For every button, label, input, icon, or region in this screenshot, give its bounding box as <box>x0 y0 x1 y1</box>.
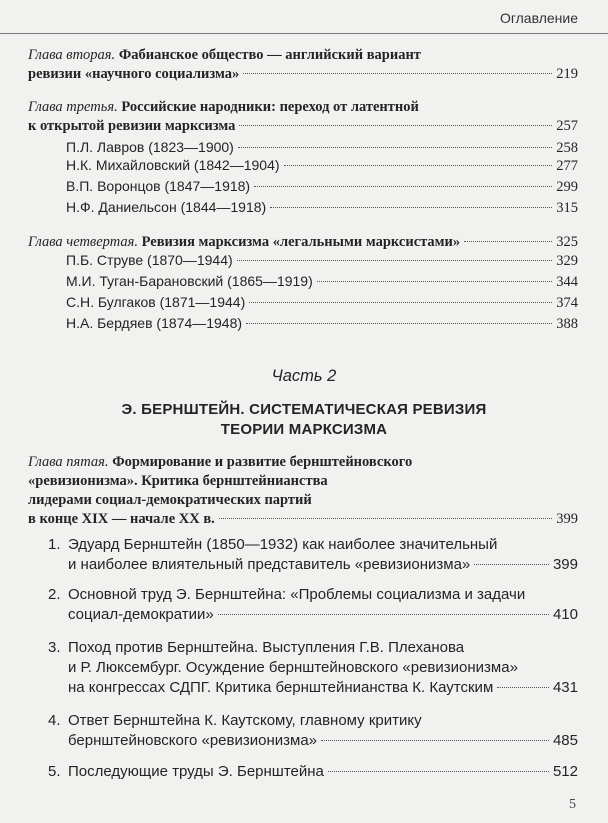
page-ref: 374 <box>556 295 578 311</box>
leader-dots <box>464 241 552 242</box>
chapter-title-line: «ревизионизма». Критика бернштейнианства <box>28 473 328 489</box>
page-number: 5 <box>569 797 576 812</box>
page-ref: 257 <box>556 118 578 134</box>
toc-chapter-5[interactable] <box>28 453 578 529</box>
page-ref: 299 <box>556 179 578 195</box>
leader-dots <box>219 518 552 519</box>
subentry-title: С.Н. Булгаков (1871—1944) <box>66 294 246 310</box>
page-ref: 325 <box>556 234 578 250</box>
toc-subentry[interactable] <box>66 293 578 313</box>
chapter-title-line: Фабианское общество — английский вариант <box>118 47 421 63</box>
page-ref: 512 <box>552 763 578 780</box>
toc-subentry[interactable] <box>66 198 578 218</box>
item-text-line: Эдуард Бернштейн (1850—1932) как наиболее значительный <box>68 536 498 553</box>
page-ref: 258 <box>556 140 578 156</box>
leader-dots <box>239 125 552 126</box>
item-number: 4. <box>48 712 61 729</box>
chapter-title-line: Ревизия марксизма «легальными марксистами» <box>141 234 461 250</box>
page-ref: 431 <box>552 679 578 696</box>
part-label: Часть 2 <box>271 367 337 385</box>
page-ref: 219 <box>556 66 578 82</box>
leader-dots <box>254 186 552 187</box>
subentry-title: Н.А. Бердяев (1874—1948) <box>66 315 243 331</box>
toc-numbered-item[interactable] <box>40 638 578 698</box>
page-ref: 344 <box>556 274 578 290</box>
item-text-line: Ответ Бернштейна К. Каутскому, главному критику <box>68 712 422 729</box>
page-ref: 315 <box>556 200 578 216</box>
page-ref: 277 <box>556 158 578 174</box>
toc-numbered-item[interactable] <box>40 711 578 751</box>
item-text-line: и Р. Люксембург. Осуждение бернштейновского «ревизионизма» <box>68 659 518 676</box>
item-text-line: Поход против Бернштейна. Выступления Г.В. Плеханова <box>68 639 465 656</box>
chapter-title-line: Российские народники: переход от латентной <box>121 99 419 115</box>
page-ref: 388 <box>556 316 578 332</box>
leader-dots <box>270 207 552 208</box>
leader-dots <box>321 740 549 741</box>
leader-dots <box>218 614 549 615</box>
subentry-title: П.Л. Лавров (1823—1900) <box>66 139 234 155</box>
chapter-label: Глава третья. <box>28 99 118 115</box>
chapter-title-line: Формирование и развитие бернштейновского <box>112 454 413 470</box>
item-text-line: Основной труд Э. Бернштейна: «Проблемы социализма и задачи <box>68 586 526 603</box>
leader-dots <box>238 147 552 148</box>
toc-numbered-item[interactable] <box>40 535 578 575</box>
running-header: Оглавление <box>499 10 578 26</box>
page-ref: 399 <box>552 556 578 573</box>
leader-dots <box>328 771 549 772</box>
chapter-title-line: к открытой ревизии марксизма <box>28 118 236 134</box>
leader-dots <box>474 564 549 565</box>
item-text-line: бернштейновского «ревизионизма» <box>68 732 318 749</box>
subentry-title: В.П. Воронцов (1847—1918) <box>66 178 251 194</box>
item-number: 2. <box>48 586 61 603</box>
toc-numbered-item[interactable] <box>40 762 578 782</box>
leader-dots <box>246 323 552 324</box>
item-text-line: и наиболее влиятельный представитель «ревизионизма» <box>68 556 471 573</box>
item-text-line: социал-демократии» <box>68 606 214 623</box>
page-ref: 410 <box>552 606 578 623</box>
header-rule <box>0 33 608 34</box>
toc-chapter-4[interactable] <box>28 233 578 252</box>
leader-dots <box>237 260 553 261</box>
item-number: 5. <box>48 763 61 780</box>
subentry-title: П.Б. Струве (1870—1944) <box>66 252 233 268</box>
item-text-line: на конгрессах СДПГ. Критика бернштейнианства К. Каутским <box>68 679 494 696</box>
item-number: 1. <box>48 536 61 553</box>
chapter-title-line: ревизии «научного социализма» <box>28 66 240 82</box>
leader-dots <box>317 281 553 282</box>
chapter-label: Глава вторая. <box>28 47 116 63</box>
part-heading <box>60 400 548 440</box>
page-ref: 329 <box>556 253 578 269</box>
chapter-label: Глава пятая. <box>28 454 109 470</box>
toc-subentry[interactable] <box>66 177 578 197</box>
leader-dots <box>284 165 553 166</box>
leader-dots <box>497 687 549 688</box>
part-heading-line: Э. БЕРНШТЕЙН. СИСТЕМАТИЧЕСКАЯ РЕВИЗИЯ <box>121 401 487 418</box>
toc-subentry[interactable] <box>66 272 578 292</box>
subentry-title: Н.Ф. Даниельсон (1844—1918) <box>66 199 267 215</box>
toc-subentry[interactable] <box>66 138 578 158</box>
subentry-title: М.И. Туган-Барановский (1865—1919) <box>66 273 313 289</box>
toc-subentry[interactable] <box>66 314 578 334</box>
leader-dots <box>249 302 552 303</box>
page-ref: 399 <box>556 511 578 527</box>
page-ref: 485 <box>552 732 578 749</box>
leader-dots <box>243 73 552 74</box>
chapter-title-line: в конце XIX — начале XX в. <box>28 511 215 527</box>
toc-subentry[interactable] <box>66 251 578 271</box>
toc-chapter-2[interactable] <box>28 46 578 84</box>
subentry-title: Н.К. Михайловский (1842—1904) <box>66 157 280 173</box>
item-number: 3. <box>48 639 61 656</box>
toc-subentry[interactable] <box>66 156 578 176</box>
chapter-title-line: лидерами социал-демократических партий <box>28 492 312 508</box>
chapter-label: Глава четвертая. <box>28 234 138 250</box>
toc-chapter-3[interactable] <box>28 98 578 136</box>
toc-numbered-item[interactable] <box>40 585 578 625</box>
part-heading-line: ТЕОРИИ МАРКСИЗМА <box>220 421 388 438</box>
item-text-line: Последующие труды Э. Бернштейна <box>68 763 324 780</box>
